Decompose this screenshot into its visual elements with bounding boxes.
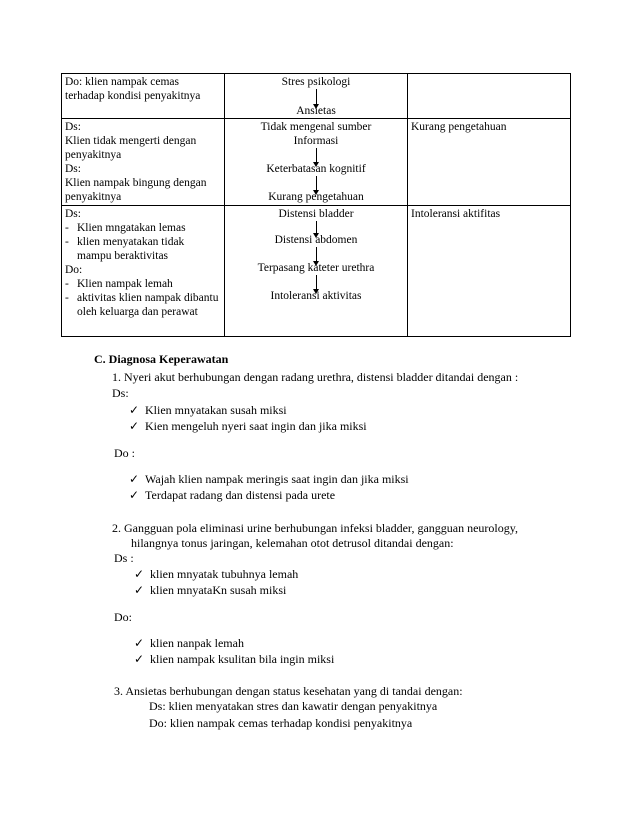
flow-node: Ansietas	[296, 105, 336, 117]
assessment-table	[61, 73, 571, 337]
dash-bullet: -	[65, 278, 69, 290]
ds-label: Ds:	[112, 386, 129, 400]
check-icon: ✓	[129, 419, 140, 433]
problem-cell	[408, 74, 571, 119]
diagnosis-title: hilangnya tonus jaringan, kelemahan otot detrusol ditandai dengan:	[131, 536, 454, 550]
flow-arrow-line	[316, 176, 317, 191]
table-row	[62, 74, 571, 119]
cell-line: terhadap kondisi penyakitnya	[65, 90, 201, 102]
check-icon: ✓	[134, 636, 145, 650]
cell-line: penyakitnya	[65, 191, 122, 203]
diagnosis-title: 1. Nyeri akut berhubungan dengan radang urethra, distensi bladder ditandai dengan :	[112, 370, 519, 384]
check-item-text: Klien mnyatakan susah miksi	[145, 403, 287, 417]
check-icon: ✓	[129, 403, 140, 417]
problem-cell	[408, 206, 571, 337]
cell-line: Klien nampak bingung dengan	[65, 177, 207, 189]
check-icon: ✓	[134, 567, 145, 581]
section-heading: C. Diagnosa Keperawatan	[94, 352, 229, 366]
list-text: Klien mngatakan lemas	[77, 222, 186, 234]
flow-node: Kurang pengetahuan	[268, 191, 364, 203]
etiology-cell	[225, 74, 408, 119]
flow-node: Tidak mengenal sumber	[260, 121, 372, 133]
flow-node: Distensi bladder	[278, 208, 354, 220]
check-item	[134, 652, 614, 667]
diagnosis-line: Do: klien nampak cemas terhadap kondisi penyakitnya	[149, 716, 413, 730]
problem-label: Intoleransi aktifitas	[411, 208, 501, 220]
check-item	[129, 403, 609, 418]
flow-arrow-line	[316, 148, 317, 163]
check-icon: ✓	[134, 583, 145, 597]
problem-label: Kurang pengetahuan	[411, 121, 507, 133]
flow-arrow-line	[316, 275, 317, 290]
check-item	[134, 567, 614, 582]
diagnosis-line: Ds: klien menyatakan stres dan kawatir dengan penyakitnya	[149, 699, 438, 713]
do-label: Do :	[114, 446, 135, 460]
check-item-text: klien mnyataKn susah miksi	[150, 583, 287, 597]
flow-arrow-line	[316, 89, 317, 105]
diagnosis-title: 2. Gangguan pola eliminasi urine berhubungan infeksi bladder, gangguan neurology,	[112, 521, 518, 535]
list-item	[65, 235, 221, 263]
check-item-text: klien nampak ksulitan bila ingin miksi	[150, 652, 335, 666]
check-item	[129, 419, 609, 434]
check-item-text: Kien mengeluh nyeri saat ingin dan jika miksi	[145, 419, 367, 433]
flow-arrow-line	[316, 247, 317, 262]
data-cell	[62, 74, 225, 119]
flow-node: Distensi abdomen	[274, 234, 358, 246]
list-item	[65, 291, 221, 319]
check-icon: ✓	[134, 652, 145, 666]
check-item-text: klien mnyatak tubuhnya lemah	[150, 567, 299, 581]
dash-bullet: -	[65, 222, 69, 234]
cell-line: Klien tidak mengerti dengan	[65, 135, 197, 147]
cell-line: Do: klien nampak cemas	[65, 76, 180, 88]
data-cell	[62, 206, 225, 337]
list-item	[65, 221, 221, 235]
data-cell	[62, 119, 225, 206]
check-item	[134, 636, 614, 651]
check-icon: ✓	[129, 472, 140, 486]
list-item	[65, 277, 221, 291]
cell-line: penyakitnya	[65, 149, 122, 161]
etiology-flow	[228, 120, 404, 204]
check-item	[129, 472, 609, 487]
check-item-text: Terdapat radang dan distensi pada urete	[145, 488, 336, 502]
dash-bullet: -	[65, 236, 69, 248]
cell-line: Ds:	[65, 208, 81, 220]
diagnosis-title: 3. Ansietas berhubungan dengan status kesehatan yang di tandai dengan:	[114, 684, 463, 698]
cell-line: Ds:	[65, 121, 81, 133]
flow-node: Intoleransi aktivitas	[270, 290, 362, 302]
etiology-flow	[228, 207, 404, 307]
check-item	[134, 583, 614, 598]
list-text: klien menyatakan tidak mampu beraktivitas	[77, 236, 185, 262]
etiology-cell	[225, 119, 408, 206]
etiology-cell	[225, 206, 408, 337]
table-row	[62, 119, 571, 206]
dash-bullet: -	[65, 292, 69, 304]
list-text: aktivitas klien nampak dibantu oleh keluarga dan perawat	[77, 292, 219, 318]
list-text: Klien nampak lemah	[77, 278, 173, 290]
cell-line: Ds:	[65, 163, 81, 175]
problem-cell	[408, 119, 571, 206]
check-item-text: Wajah klien nampak meringis saat ingin dan jika miksi	[145, 472, 409, 486]
table-row	[62, 206, 571, 337]
check-item-text: klien nanpak lemah	[150, 636, 244, 650]
ds-label: Ds :	[114, 551, 134, 565]
check-icon: ✓	[129, 488, 140, 502]
do-label: Do:	[114, 610, 132, 624]
flow-node: Informasi	[293, 135, 339, 147]
check-item	[129, 488, 609, 503]
flow-node: Terpasang kateter urethra	[257, 262, 375, 274]
cell-line: Do:	[65, 264, 83, 276]
etiology-flow	[228, 75, 404, 117]
flow-node: Keterbatasan kognitif	[266, 163, 366, 175]
flow-node: Stres psikologi	[281, 76, 351, 88]
